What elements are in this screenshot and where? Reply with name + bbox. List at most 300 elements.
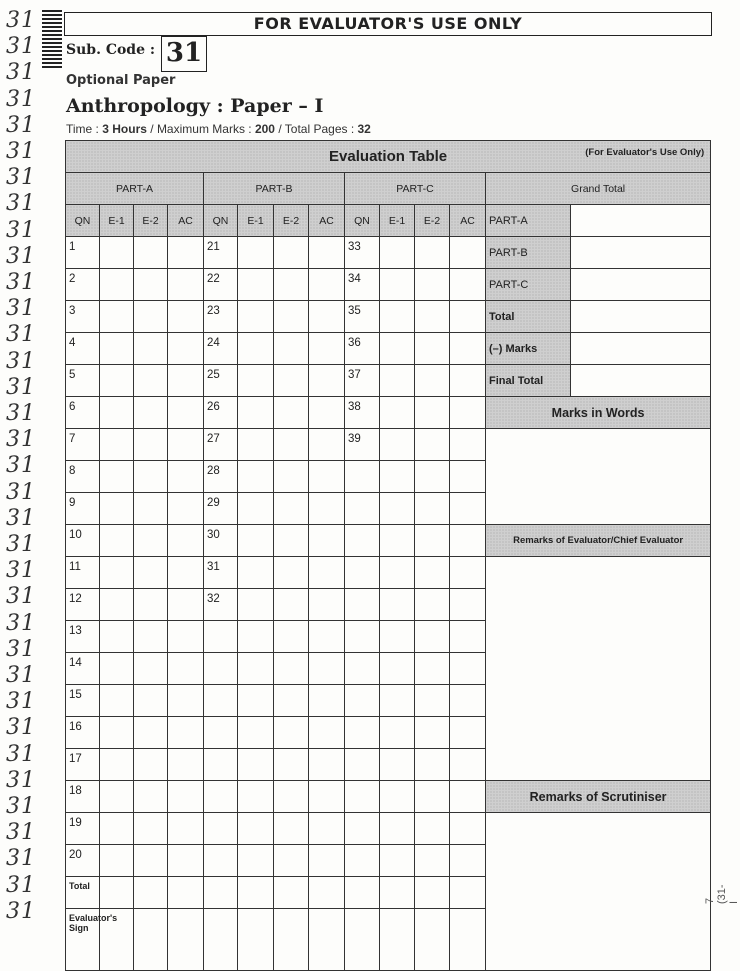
score-cell[interactable] (450, 461, 486, 493)
score-cell[interactable] (450, 397, 486, 429)
score-cell[interactable] (450, 813, 486, 845)
score-cell[interactable] (100, 845, 134, 877)
side-number: 31 (6, 794, 36, 819)
score-cell[interactable] (134, 301, 168, 333)
score-cell[interactable] (415, 493, 450, 525)
evaluator-sign-label: Evaluator's Sign (66, 909, 100, 971)
grand-row-label: Final Total (486, 365, 571, 397)
sign-cell[interactable] (309, 909, 345, 971)
score-cell[interactable] (168, 269, 204, 301)
score-cell[interactable] (274, 237, 309, 269)
column-header-ac: AC (450, 205, 486, 237)
score-cell[interactable] (274, 813, 309, 845)
score-cell[interactable] (415, 813, 450, 845)
side-number: 31 (6, 139, 36, 164)
table-row (66, 781, 711, 813)
score-cell[interactable] (415, 557, 450, 589)
score-cell[interactable] (415, 333, 450, 365)
sign-cell[interactable] (450, 909, 486, 971)
question-number: 17 (66, 749, 100, 781)
score-cell[interactable] (238, 717, 274, 749)
total-cell[interactable] (134, 877, 168, 909)
score-cell[interactable] (380, 621, 415, 653)
score-cell[interactable] (450, 685, 486, 717)
time-label: Time : (66, 122, 99, 136)
remarks-scrutiniser-field[interactable] (486, 813, 711, 971)
grand-value-cell[interactable] (571, 365, 711, 397)
score-cell[interactable] (168, 781, 204, 813)
total-empty-cell (345, 877, 380, 909)
score-cell[interactable] (274, 333, 309, 365)
grand-value-cell[interactable] (571, 205, 711, 237)
column-header-e-2: E-2 (415, 205, 450, 237)
score-cell[interactable] (450, 301, 486, 333)
remarks-scrutiniser-heading: Remarks of Scrutiniser (486, 781, 711, 813)
side-number: 31 (6, 872, 36, 898)
question-number: 6 (66, 397, 100, 429)
side-number: 31 (6, 34, 36, 60)
score-cell[interactable] (450, 557, 486, 589)
score-cell[interactable] (134, 461, 168, 493)
score-cell[interactable] (134, 365, 168, 397)
sign-empty-cell (204, 909, 238, 971)
score-cell[interactable] (134, 813, 168, 845)
score-cell[interactable] (380, 333, 415, 365)
question-number: 29 (204, 493, 238, 525)
question-number-empty (345, 589, 380, 621)
score-cell[interactable] (100, 589, 134, 621)
score-cell[interactable] (380, 365, 415, 397)
score-cell[interactable] (450, 621, 486, 653)
total-label: Total (66, 877, 100, 909)
score-cell[interactable] (134, 653, 168, 685)
score-cell[interactable] (450, 525, 486, 557)
score-cell[interactable] (238, 429, 274, 461)
score-cell[interactable] (309, 397, 345, 429)
side-number: 31 (6, 505, 36, 531)
score-cell[interactable] (415, 621, 450, 653)
score-cell[interactable] (168, 749, 204, 781)
score-cell[interactable] (100, 717, 134, 749)
score-cell[interactable] (450, 845, 486, 877)
question-number: 31 (204, 557, 238, 589)
marks-in-words-heading: Marks in Words (486, 397, 711, 429)
score-cell[interactable] (274, 845, 309, 877)
score-cell[interactable] (134, 589, 168, 621)
score-cell[interactable] (134, 333, 168, 365)
side-number: 31 (6, 348, 36, 374)
score-cell[interactable] (309, 525, 345, 557)
score-cell[interactable] (309, 717, 345, 749)
score-cell[interactable] (168, 685, 204, 717)
score-cell[interactable] (274, 749, 309, 781)
score-cell[interactable] (168, 557, 204, 589)
score-cell[interactable] (134, 557, 168, 589)
score-cell[interactable] (238, 653, 274, 685)
question-number: 27 (204, 429, 238, 461)
score-cell[interactable] (100, 525, 134, 557)
column-header-qn: QN (345, 205, 380, 237)
sign-cell[interactable] (380, 909, 415, 971)
side-number: 31 (6, 558, 36, 584)
score-cell[interactable] (309, 845, 345, 877)
question-number: 34 (345, 269, 380, 301)
score-cell[interactable] (238, 301, 274, 333)
score-cell[interactable] (380, 397, 415, 429)
question-number-empty (345, 845, 380, 877)
score-cell[interactable] (309, 237, 345, 269)
score-cell[interactable] (168, 813, 204, 845)
score-cell[interactable] (238, 845, 274, 877)
score-cell[interactable] (309, 589, 345, 621)
score-cell[interactable] (450, 589, 486, 621)
score-cell[interactable] (238, 461, 274, 493)
sign-cell[interactable] (415, 909, 450, 971)
question-number-empty (345, 653, 380, 685)
column-header-ac: AC (309, 205, 345, 237)
score-cell[interactable] (274, 365, 309, 397)
score-cell[interactable] (134, 685, 168, 717)
marks-in-words-field[interactable] (486, 429, 711, 525)
side-number: 31 (6, 715, 36, 741)
score-cell[interactable] (238, 237, 274, 269)
grand-row-label: (–) Marks (486, 333, 571, 365)
column-header-e-1: E-1 (238, 205, 274, 237)
question-number: 8 (66, 461, 100, 493)
score-cell[interactable] (380, 525, 415, 557)
grand-value-cell[interactable] (571, 301, 711, 333)
page-footer-mark: 7 (31-I (704, 884, 740, 904)
table-row (66, 301, 711, 333)
score-cell[interactable] (415, 429, 450, 461)
score-cell[interactable] (309, 429, 345, 461)
score-cell[interactable] (309, 813, 345, 845)
question-number: 16 (66, 717, 100, 749)
score-cell[interactable] (100, 301, 134, 333)
score-cell[interactable] (309, 493, 345, 525)
score-cell[interactable] (450, 429, 486, 461)
total-cell[interactable] (238, 877, 274, 909)
score-cell[interactable] (380, 493, 415, 525)
score-cell[interactable] (100, 781, 134, 813)
score-cell[interactable] (309, 781, 345, 813)
side-number: 31 (6, 8, 36, 33)
score-cell[interactable] (274, 269, 309, 301)
side-number: 31 (6, 898, 36, 924)
score-cell[interactable] (100, 461, 134, 493)
pages-value: 32 (357, 122, 371, 136)
score-cell[interactable] (100, 237, 134, 269)
side-number: 31 (6, 427, 36, 453)
question-number: 26 (204, 397, 238, 429)
score-cell[interactable] (100, 429, 134, 461)
question-number: 32 (204, 589, 238, 621)
score-cell[interactable] (450, 781, 486, 813)
side-number: 31 (6, 112, 36, 138)
grand-value-cell[interactable] (571, 237, 711, 269)
score-cell[interactable] (134, 397, 168, 429)
score-cell[interactable] (238, 589, 274, 621)
score-cell[interactable] (100, 685, 134, 717)
column-header-e-1: E-1 (380, 205, 415, 237)
score-cell[interactable] (238, 269, 274, 301)
score-cell[interactable] (450, 365, 486, 397)
paper-title: Anthropology : Paper – I (66, 95, 324, 117)
side-number: 31 (6, 820, 36, 846)
score-cell[interactable] (309, 653, 345, 685)
score-cell[interactable] (100, 333, 134, 365)
score-cell[interactable] (100, 813, 134, 845)
question-number: 24 (204, 333, 238, 365)
question-number: 7 (66, 429, 100, 461)
score-cell[interactable] (309, 685, 345, 717)
score-cell[interactable] (274, 653, 309, 685)
score-cell[interactable] (380, 685, 415, 717)
grand-row-label: Total (486, 301, 571, 333)
score-cell[interactable] (415, 845, 450, 877)
score-cell[interactable] (450, 653, 486, 685)
side-number: 31 (6, 453, 36, 479)
score-cell[interactable] (450, 237, 486, 269)
marks-label: Maximum Marks : (156, 122, 252, 136)
sub-code-box: 31 (161, 36, 207, 72)
score-cell[interactable] (415, 589, 450, 621)
column-header-qn: QN (204, 205, 238, 237)
score-cell[interactable] (168, 333, 204, 365)
score-cell[interactable] (274, 461, 309, 493)
column-header-e-1: E-1 (100, 205, 134, 237)
score-cell[interactable] (100, 621, 134, 653)
score-cell[interactable] (168, 365, 204, 397)
question-number-empty (345, 749, 380, 781)
score-cell[interactable] (380, 269, 415, 301)
side-number: 31 (6, 663, 36, 688)
score-cell[interactable] (134, 429, 168, 461)
score-cell[interactable] (415, 717, 450, 749)
sign-cell[interactable] (134, 909, 168, 971)
score-cell[interactable] (168, 237, 204, 269)
score-cell[interactable] (274, 557, 309, 589)
score-cell[interactable] (134, 237, 168, 269)
score-cell[interactable] (134, 269, 168, 301)
score-cell[interactable] (415, 397, 450, 429)
score-cell[interactable] (274, 685, 309, 717)
score-cell[interactable] (380, 813, 415, 845)
grand-row-label: PART-C (486, 269, 571, 301)
remarks-evaluator-field[interactable] (486, 557, 711, 781)
score-cell[interactable] (450, 749, 486, 781)
score-cell[interactable] (134, 781, 168, 813)
score-cell[interactable] (100, 653, 134, 685)
total-cell[interactable] (309, 877, 345, 909)
score-cell[interactable] (309, 557, 345, 589)
score-cell[interactable] (134, 525, 168, 557)
table-row (66, 365, 711, 397)
score-cell[interactable] (168, 717, 204, 749)
side-number: 31 (6, 191, 36, 217)
score-cell[interactable] (238, 525, 274, 557)
side-number: 31 (6, 296, 36, 322)
score-cell[interactable] (168, 845, 204, 877)
score-cell[interactable] (415, 237, 450, 269)
question-number-empty (204, 749, 238, 781)
score-cell[interactable] (168, 589, 204, 621)
score-cell[interactable] (238, 365, 274, 397)
score-cell[interactable] (238, 685, 274, 717)
score-cell[interactable] (168, 301, 204, 333)
score-cell[interactable] (450, 717, 486, 749)
score-cell[interactable] (274, 301, 309, 333)
question-number-empty (345, 621, 380, 653)
score-cell[interactable] (168, 429, 204, 461)
score-cell[interactable] (309, 749, 345, 781)
score-cell[interactable] (168, 397, 204, 429)
score-cell[interactable] (415, 301, 450, 333)
score-cell[interactable] (134, 621, 168, 653)
score-cell[interactable] (450, 333, 486, 365)
score-cell[interactable] (380, 717, 415, 749)
marks-value: 200 (254, 122, 275, 136)
score-cell[interactable] (168, 525, 204, 557)
remarks-evaluator-heading: Remarks of Evaluator/Chief Evaluator (486, 525, 711, 557)
sign-cell[interactable] (168, 909, 204, 971)
question-number: 11 (66, 557, 100, 589)
question-number-empty (204, 813, 238, 845)
score-cell[interactable] (415, 461, 450, 493)
question-number: 39 (345, 429, 380, 461)
score-cell[interactable] (415, 269, 450, 301)
score-cell[interactable] (380, 653, 415, 685)
question-number-empty (204, 781, 238, 813)
score-cell[interactable] (274, 621, 309, 653)
score-cell[interactable] (100, 397, 134, 429)
score-cell[interactable] (274, 397, 309, 429)
score-cell[interactable] (238, 621, 274, 653)
side-number: 31 (6, 689, 36, 715)
score-cell[interactable] (238, 333, 274, 365)
score-cell[interactable] (380, 429, 415, 461)
table-row (66, 397, 711, 429)
score-cell[interactable] (380, 301, 415, 333)
score-cell[interactable] (415, 365, 450, 397)
question-number: 15 (66, 685, 100, 717)
question-number: 21 (204, 237, 238, 269)
table-row (66, 557, 711, 589)
score-cell[interactable] (168, 461, 204, 493)
score-cell[interactable] (100, 493, 134, 525)
evaluator-banner: FOR EVALUATOR'S USE ONLY (64, 12, 712, 36)
question-number-empty (345, 493, 380, 525)
score-cell[interactable] (168, 493, 204, 525)
score-cell[interactable] (380, 557, 415, 589)
score-cell[interactable] (309, 269, 345, 301)
question-number-empty (345, 781, 380, 813)
exam-info-line: Time : 3 Hours / Maximum Marks : 200 / Total Pages : 32 (66, 122, 371, 136)
score-cell[interactable] (274, 781, 309, 813)
score-cell[interactable] (238, 397, 274, 429)
total-cell[interactable] (274, 877, 309, 909)
score-cell[interactable] (274, 429, 309, 461)
total-cell[interactable] (450, 877, 486, 909)
score-cell[interactable] (100, 557, 134, 589)
score-cell[interactable] (380, 589, 415, 621)
part-a-header: PART-A (66, 173, 204, 205)
question-number-empty (345, 717, 380, 749)
time-value: 3 Hours (102, 122, 147, 136)
score-cell[interactable] (380, 237, 415, 269)
grand-value-cell[interactable] (571, 333, 711, 365)
total-cell[interactable] (100, 877, 134, 909)
sub-code-label: Sub. Code : (66, 42, 156, 58)
score-cell[interactable] (134, 749, 168, 781)
score-cell[interactable] (450, 493, 486, 525)
question-number: 22 (204, 269, 238, 301)
score-cell[interactable] (415, 653, 450, 685)
score-cell[interactable] (274, 493, 309, 525)
sign-cell[interactable] (274, 909, 309, 971)
question-number-empty (204, 685, 238, 717)
score-cell[interactable] (238, 557, 274, 589)
score-cell[interactable] (415, 685, 450, 717)
score-cell[interactable] (309, 333, 345, 365)
score-cell[interactable] (274, 717, 309, 749)
total-cell[interactable] (168, 877, 204, 909)
score-cell[interactable] (168, 653, 204, 685)
score-cell[interactable] (238, 781, 274, 813)
question-number: 5 (66, 365, 100, 397)
question-number-empty (345, 557, 380, 589)
side-number: 31 (6, 610, 36, 636)
score-cell[interactable] (100, 365, 134, 397)
score-cell[interactable] (274, 589, 309, 621)
total-cell[interactable] (380, 877, 415, 909)
score-cell[interactable] (450, 269, 486, 301)
score-cell[interactable] (238, 813, 274, 845)
question-number: 19 (66, 813, 100, 845)
score-cell[interactable] (380, 781, 415, 813)
score-cell[interactable] (415, 749, 450, 781)
score-cell[interactable] (309, 621, 345, 653)
score-cell[interactable] (309, 365, 345, 397)
score-cell[interactable] (134, 845, 168, 877)
score-cell[interactable] (100, 269, 134, 301)
score-cell[interactable] (238, 493, 274, 525)
side-number: 31 (6, 741, 36, 767)
total-cell[interactable] (415, 877, 450, 909)
score-cell[interactable] (415, 781, 450, 813)
score-cell[interactable] (134, 493, 168, 525)
score-cell[interactable] (309, 461, 345, 493)
score-cell[interactable] (380, 749, 415, 781)
side-number: 31 (6, 636, 36, 662)
score-cell[interactable] (380, 461, 415, 493)
sign-cell[interactable] (238, 909, 274, 971)
score-cell[interactable] (134, 717, 168, 749)
score-cell[interactable] (309, 301, 345, 333)
score-cell[interactable] (168, 621, 204, 653)
score-cell[interactable] (380, 845, 415, 877)
question-number: 12 (66, 589, 100, 621)
grand-value-cell[interactable] (571, 269, 711, 301)
score-cell[interactable] (415, 525, 450, 557)
score-cell[interactable] (274, 525, 309, 557)
side-number: 31 (6, 243, 36, 269)
side-number: 31 (6, 322, 36, 348)
score-cell[interactable] (100, 749, 134, 781)
side-number: 31 (6, 165, 36, 191)
question-number-empty (345, 525, 380, 557)
score-cell[interactable] (238, 749, 274, 781)
